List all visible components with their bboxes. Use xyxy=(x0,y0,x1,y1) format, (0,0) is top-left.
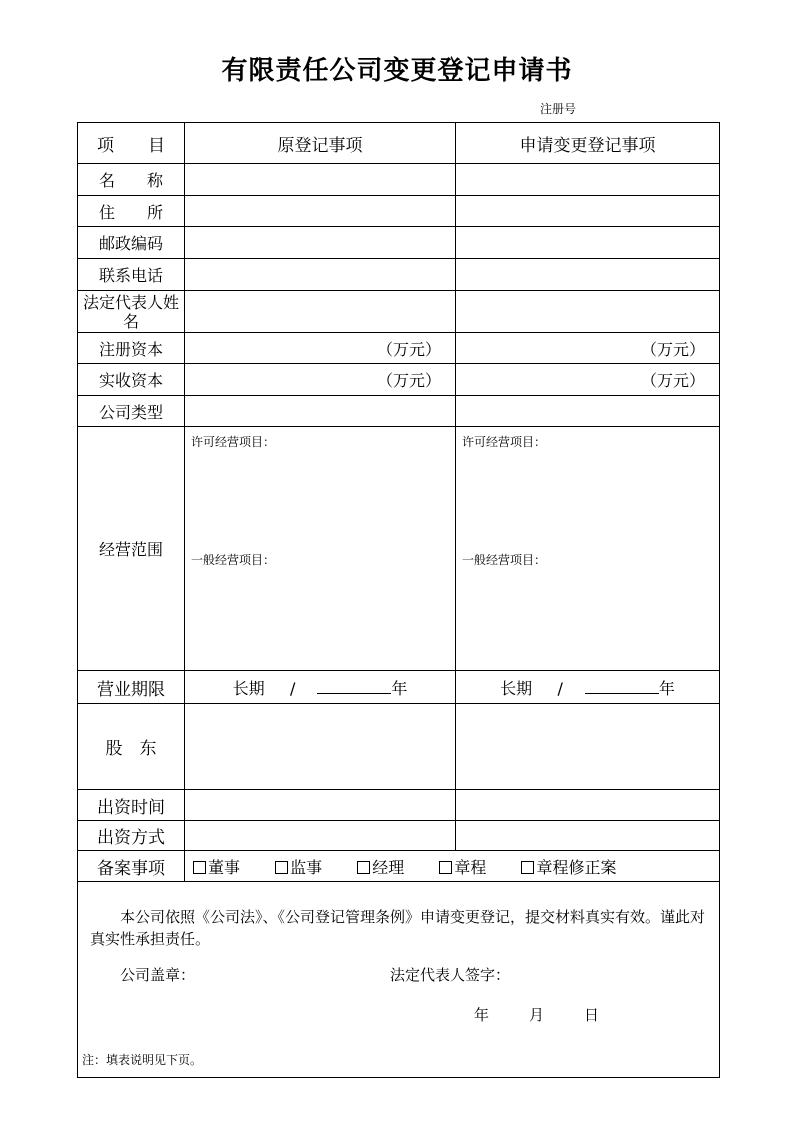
change-scope-field[interactable] xyxy=(456,427,720,671)
filing-option-label: 监事 xyxy=(290,857,323,877)
original-name-field[interactable] xyxy=(185,164,456,196)
change-term-slash: / xyxy=(557,678,563,698)
declaration-section xyxy=(78,882,720,1078)
label-address: 住 所 xyxy=(78,196,185,227)
original-postcode-field[interactable] xyxy=(185,227,456,259)
filing-option-amendment[interactable] xyxy=(521,855,616,878)
date-line xyxy=(474,1004,639,1025)
change-term-year: 年 xyxy=(658,678,675,698)
filing-option-directors[interactable] xyxy=(193,855,240,878)
original-contrib-time-field[interactable] xyxy=(185,790,456,821)
date-month: 月 xyxy=(529,1006,545,1024)
original-legal-rep-field[interactable] xyxy=(185,291,456,333)
original-reg-capital-field[interactable]: （万元） xyxy=(185,333,456,364)
checkbox-icon[interactable] xyxy=(521,861,534,874)
signature-area xyxy=(78,964,719,1024)
filing-option-articles[interactable] xyxy=(439,855,486,878)
checkbox-icon[interactable] xyxy=(193,861,206,874)
original-term-year: 年 xyxy=(391,678,408,698)
label-legal-rep: 法定代表人姓名 xyxy=(78,291,185,333)
label-filing: 备案事项 xyxy=(78,851,185,882)
change-legal-rep-field[interactable] xyxy=(456,291,720,333)
change-name-field[interactable] xyxy=(456,164,720,196)
change-term-field[interactable] xyxy=(456,671,720,704)
original-scope-field[interactable] xyxy=(185,427,456,671)
original-term-slash: / xyxy=(290,678,296,698)
date-day: 日 xyxy=(584,1006,600,1024)
checkbox-icon[interactable] xyxy=(439,861,452,874)
declaration-text: 本公司依照《公司法》、《公司登记管理条例》申请变更登记，提交材料真实有效。谨此对真实性承担责任。 xyxy=(90,908,706,948)
label-name: 名 称 xyxy=(78,164,185,196)
filing-options xyxy=(185,851,720,882)
checkbox-icon[interactable] xyxy=(357,861,370,874)
header-item: 项 目 xyxy=(78,123,185,164)
change-company-type-field[interactable] xyxy=(456,396,720,427)
original-term-year-blank[interactable] xyxy=(317,679,391,694)
header-original: 原登记事项 xyxy=(185,123,456,164)
original-company-type-field[interactable] xyxy=(185,396,456,427)
label-contrib-method: 出资方式 xyxy=(78,821,185,851)
filing-option-label: 董事 xyxy=(208,857,241,877)
filing-option-label: 章程修正案 xyxy=(536,857,617,877)
date-year: 年 xyxy=(474,1006,490,1024)
page-title: 有限责任公司变更登记申请书 xyxy=(221,56,573,86)
change-phone-field[interactable] xyxy=(456,259,720,291)
label-phone: 联系电话 xyxy=(78,259,185,291)
original-general-label: 一般经营项目： xyxy=(191,553,276,567)
filing-option-supervisors[interactable] xyxy=(275,855,322,878)
filing-option-label: 章程 xyxy=(454,857,487,877)
original-contrib-method-field[interactable] xyxy=(185,821,456,851)
label-paid-capital: 实收资本 xyxy=(78,364,185,396)
company-seal-label: 公司盖章： xyxy=(120,966,196,984)
original-address-field[interactable] xyxy=(185,196,456,227)
original-term-long: 长期 xyxy=(232,678,265,698)
original-shareholders-field[interactable] xyxy=(185,704,456,790)
label-contrib-time: 出资时间 xyxy=(78,790,185,821)
change-shareholders-field[interactable] xyxy=(456,704,720,790)
checkbox-icon[interactable] xyxy=(275,861,288,874)
original-phone-field[interactable] xyxy=(185,259,456,291)
header-change: 申请变更登记事项 xyxy=(456,123,720,164)
label-shareholders: 股 东 xyxy=(78,704,185,790)
original-term-field[interactable] xyxy=(185,671,456,704)
change-contrib-time-field[interactable] xyxy=(456,790,720,821)
label-scope: 经营范围 xyxy=(78,427,185,671)
label-reg-capital: 注册资本 xyxy=(78,333,185,364)
change-general-label: 一般经营项目： xyxy=(462,553,547,567)
change-reg-capital-field[interactable]: （万元） xyxy=(456,333,720,364)
label-postcode: 邮政编码 xyxy=(78,227,185,259)
original-licensed-label: 许可经营项目： xyxy=(191,435,276,449)
label-term: 营业期限 xyxy=(78,671,185,704)
filing-option-manager[interactable] xyxy=(357,855,404,878)
change-paid-capital-field[interactable]: （万元） xyxy=(456,364,720,396)
registration-number-label: 注册号 xyxy=(540,102,577,116)
filing-option-label: 经理 xyxy=(372,857,405,877)
legal-rep-signature-label: 法定代表人签字： xyxy=(390,966,511,984)
original-paid-capital-field[interactable]: （万元） xyxy=(185,364,456,396)
change-postcode-field[interactable] xyxy=(456,227,720,259)
change-term-year-blank[interactable] xyxy=(585,679,659,694)
change-address-field[interactable] xyxy=(456,196,720,227)
footnote: 注：填表说明见下页。 xyxy=(82,1053,203,1067)
change-licensed-label: 许可经营项目： xyxy=(462,435,547,449)
change-term-long: 长期 xyxy=(500,678,533,698)
change-contrib-method-field[interactable] xyxy=(456,821,720,851)
application-form-table xyxy=(77,122,720,1078)
label-company-type: 公司类型 xyxy=(78,396,185,427)
